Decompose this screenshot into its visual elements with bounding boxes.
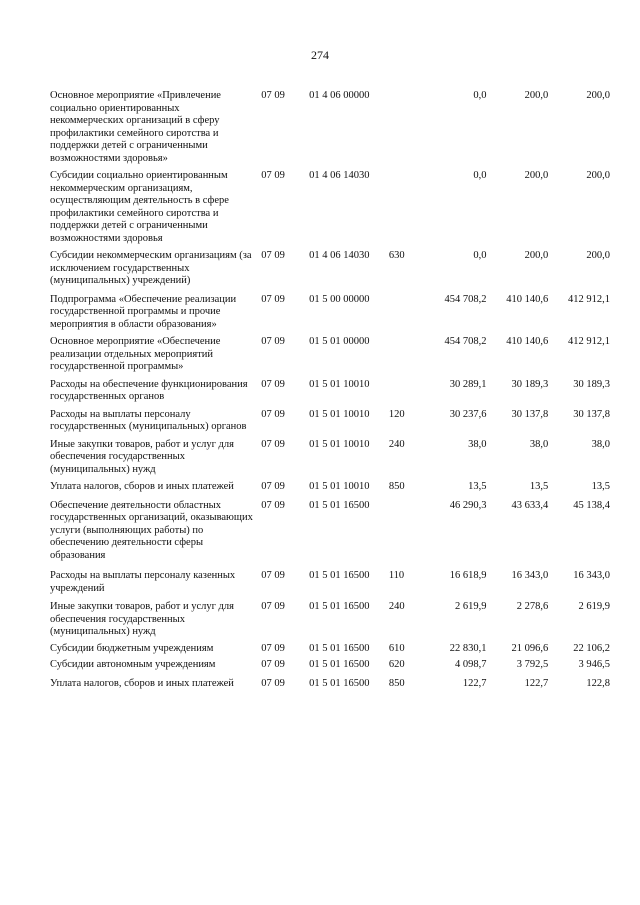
row-vr: 620 (388, 659, 405, 670)
row-value-1: 38,0 (468, 438, 487, 450)
row-value-1: 13,5 (468, 481, 487, 492)
row-csr: 01 5 01 10010 (309, 438, 370, 450)
row-name: Расходы на выплаты персоналу государственных (муниципальных) органов (50, 408, 247, 432)
row-value-3: 122,8 (586, 677, 611, 689)
row-value-2: 21 096,6 (511, 642, 549, 654)
row-razdel: 07 09 (261, 90, 285, 101)
table-row (50, 659, 610, 672)
row-value-3: 13,5 (591, 481, 611, 492)
row-csr: 01 4 06 14030 (309, 170, 370, 181)
table-row (50, 90, 610, 165)
row-razdel: 07 09 (261, 659, 285, 670)
row-vr: 240 (388, 601, 405, 612)
row-razdel: 07 09 (261, 170, 285, 181)
table-row (50, 601, 610, 639)
row-name: Обеспечение деятельности областных государственных организаций, оказывающих услуги (выполняющих работы) по обеспечению деятельности сферы образования (50, 499, 253, 561)
table-row (50, 570, 610, 595)
row-name: Основное мероприятие «Привлечение социально ориентированных некоммерческих организаций в сферу профилактики семейного сиротства и поддержки детей с ограниченными возможностями здоровья» (50, 90, 221, 164)
row-csr: 01 5 01 16500 (309, 659, 370, 670)
row-value-2: 13,5 (529, 481, 549, 492)
row-value-2: 38,0 (529, 438, 549, 450)
row-csr: 01 5 01 16500 (309, 642, 370, 654)
row-vr: 120 (388, 408, 405, 420)
row-razdel: 07 09 (261, 438, 285, 450)
row-value-1: 0,0 (473, 170, 487, 181)
row-razdel: 07 09 (261, 642, 285, 654)
row-name: Иные закупки товаров, работ и услуг для обеспечения государственных (муниципальных) нужд (50, 601, 234, 637)
row-value-1: 454 708,2 (444, 336, 487, 347)
table-row (50, 170, 610, 245)
table-row (50, 294, 610, 332)
row-razdel: 07 09 (261, 250, 285, 261)
row-value-1: 22 830,1 (449, 642, 487, 654)
row-vr: 110 (388, 570, 405, 581)
row-value-2: 410 140,6 (506, 293, 549, 305)
row-value-3: 412 912,1 (568, 336, 611, 347)
row-value-1: 454 708,2 (444, 293, 487, 305)
row-value-2: 43 633,4 (511, 499, 549, 511)
row-value-2: 16 343,0 (511, 570, 549, 581)
row-name: Расходы на выплаты персоналу казенных учреждений (50, 570, 236, 594)
row-value-2: 30 137,8 (511, 408, 549, 420)
row-razdel: 07 09 (261, 570, 285, 581)
row-name: Субсидии социально ориентированным некоммерческим организациям, осуществляющим деятельность в сфере профилактики семейного сиротства и поддержки детей с ограниченными возможностями здоровья (50, 170, 229, 244)
row-csr: 01 5 01 16500 (309, 601, 370, 612)
row-value-2: 200,0 (524, 90, 549, 101)
row-value-3: 200,0 (586, 90, 611, 101)
row-value-1: 16 618,9 (449, 570, 487, 581)
table-row (50, 678, 610, 691)
row-vr: 610 (388, 642, 405, 654)
row-name: Расходы на обеспечение функционирования государственных органов (50, 378, 248, 402)
row-value-3: 200,0 (586, 170, 611, 181)
budget-table (50, 90, 610, 690)
row-name: Субсидии некоммерческим организациям (за исключением государственных (муниципальных) учреждений) (50, 250, 252, 286)
row-vr: 850 (388, 677, 405, 689)
row-value-2: 200,0 (524, 250, 549, 261)
row-csr: 01 4 06 00000 (309, 90, 370, 101)
row-razdel: 07 09 (261, 677, 285, 689)
table-row (50, 336, 610, 374)
row-value-1: 122,7 (462, 677, 487, 689)
row-value-2: 200,0 (524, 170, 549, 181)
row-value-1: 0,0 (473, 90, 487, 101)
row-csr: 01 5 01 16500 (309, 677, 370, 689)
row-csr: 01 5 00 00000 (309, 293, 370, 305)
table-row (50, 379, 610, 404)
row-name: Уплата налогов, сборов и иных платежей (50, 677, 234, 689)
row-value-3: 200,0 (586, 250, 611, 261)
table-row (50, 250, 610, 288)
row-name: Субсидии автономным учреждениям (50, 659, 216, 670)
row-name: Уплата налогов, сборов и иных платежей (50, 481, 234, 492)
table-row (50, 439, 610, 477)
row-value-3: 3 946,5 (578, 659, 611, 670)
row-csr: 01 5 01 00000 (309, 336, 370, 347)
row-name: Иные закупки товаров, работ и услуг для обеспечения государственных (муниципальных) нужд (50, 438, 234, 475)
row-value-2: 2 278,6 (516, 601, 549, 612)
row-razdel: 07 09 (261, 378, 285, 390)
row-value-1: 2 619,9 (454, 601, 487, 612)
table-row (50, 500, 610, 563)
row-name: Основное мероприятие «Обеспечение реализации отдельных мероприятий государственной программы» (50, 336, 221, 372)
row-value-2: 30 189,3 (511, 378, 549, 390)
row-csr: 01 4 06 14030 (309, 250, 370, 261)
row-value-1: 4 098,7 (454, 659, 487, 670)
row-csr: 01 5 01 16500 (309, 570, 370, 581)
row-razdel: 07 09 (261, 481, 285, 492)
table-row (50, 409, 610, 434)
row-value-2: 3 792,5 (516, 659, 549, 670)
row-vr: 630 (388, 250, 405, 261)
row-value-2: 410 140,6 (506, 336, 549, 347)
row-value-1: 30 237,6 (449, 408, 487, 420)
row-value-3: 16 343,0 (573, 570, 611, 581)
row-razdel: 07 09 (261, 499, 285, 511)
row-value-1: 30 289,1 (449, 378, 487, 390)
row-value-3: 2 619,9 (578, 601, 611, 612)
row-value-3: 45 138,4 (573, 499, 611, 511)
row-value-3: 22 106,2 (573, 642, 611, 654)
row-razdel: 07 09 (261, 293, 285, 305)
row-name: Субсидии бюджетным учреждениям (50, 642, 214, 654)
row-value-3: 30 137,8 (573, 408, 611, 420)
row-vr: 850 (388, 481, 405, 492)
row-razdel: 07 09 (261, 601, 285, 612)
row-value-3: 412 912,1 (568, 293, 611, 305)
page-number: 274 (311, 48, 329, 62)
row-razdel: 07 09 (261, 336, 285, 347)
row-value-1: 0,0 (473, 250, 487, 261)
row-csr: 01 5 01 10010 (309, 378, 370, 390)
row-name: Подпрограмма «Обеспечение реализации государственной программы и прочие мероприятия в области образования» (50, 293, 237, 330)
row-csr: 01 5 01 10010 (309, 481, 370, 492)
row-value-2: 122,7 (524, 677, 549, 689)
row-value-3: 30 189,3 (573, 378, 611, 390)
row-razdel: 07 09 (261, 408, 285, 420)
table-row (50, 643, 610, 656)
row-csr: 01 5 01 16500 (309, 499, 370, 511)
row-value-1: 46 290,3 (449, 499, 487, 511)
row-vr: 240 (388, 438, 405, 450)
row-csr: 01 5 01 10010 (309, 408, 370, 420)
row-value-3: 38,0 (591, 438, 611, 450)
table-row (50, 481, 610, 494)
